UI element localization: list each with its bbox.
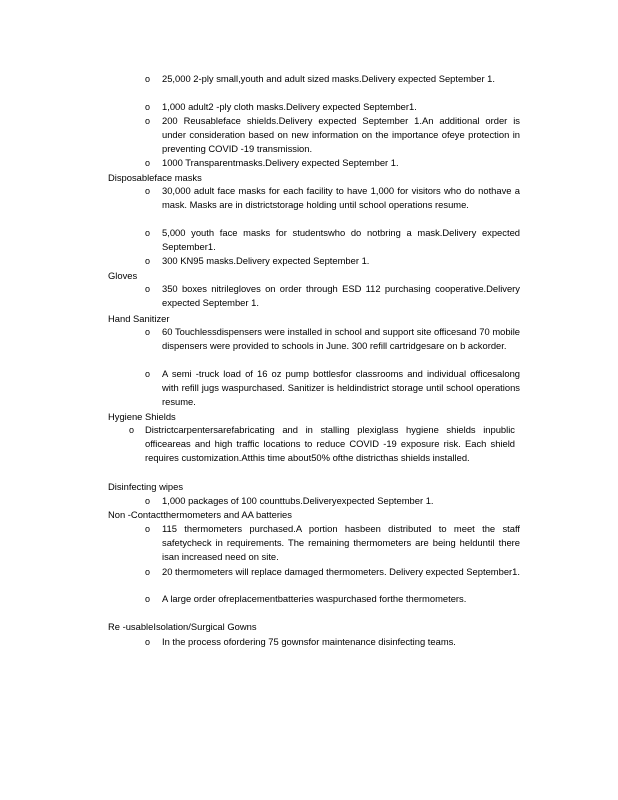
list-item <box>145 254 520 268</box>
item-text: 1,000 packages of 100 counttubs.Deliveryexpected September 1. <box>162 495 434 506</box>
item-text: 60 Touchlessdispensers were installed in school and support site officesand 70 mobile dispensers were provided to schools in June. 300 refill cartridgesare on b ackorder. <box>162 326 520 351</box>
item-text: 300 KN95 masks.Delivery expected September 1. <box>162 255 370 266</box>
section-title: Hand Sanitizer <box>108 313 170 324</box>
bullet: o <box>129 425 135 435</box>
item-text: 30,000 adult face masks for each facility to have 1,000 for visitors who do nothave a mask. Masks are in districtstorage holding until school operations resume. <box>162 185 520 210</box>
item-text: 200 Reusableface shields.Delivery expected September 1.An additional order is under consideration based on new information on the importance ofeye protection in preventing COVID -19 transmission. <box>162 115 520 154</box>
section-heading <box>108 411 176 423</box>
bullet: o <box>145 228 151 238</box>
section-title: Hygiene Shields <box>108 411 176 422</box>
section-heading <box>108 621 257 633</box>
bullet: o <box>145 594 151 604</box>
bullet: o <box>145 284 151 294</box>
bullet: o <box>145 327 151 337</box>
list-item <box>145 156 520 170</box>
bullet: o <box>145 567 151 577</box>
list-item <box>145 592 520 606</box>
list-item <box>145 226 520 254</box>
item-text: 5,000 youth face masks for studentswho do notbring a mask.Delivery expected September1. <box>162 227 520 252</box>
list-item <box>129 423 515 465</box>
section-heading <box>108 270 137 282</box>
list-item <box>145 325 520 353</box>
list-item <box>145 100 520 114</box>
list-item <box>145 522 520 564</box>
section-title: Disposableface masks <box>108 172 202 183</box>
list-item <box>145 72 520 86</box>
item-text: 1000 Transparentmasks.Delivery expected September 1. <box>162 157 399 168</box>
bullet: o <box>145 74 151 84</box>
item-text: 25,000 2-ply small,youth and adult sized masks.Delivery expected September 1. <box>162 73 495 84</box>
list-item <box>145 367 520 409</box>
list-item <box>145 184 520 212</box>
item-text: 115 thermometers purchased.A portion hasbeen distributed to meet the staff safetycheck in requirements. The remaining thermometers are being helduntil there isan increased need on site. <box>162 523 520 562</box>
section-heading <box>108 509 292 521</box>
bullet: o <box>145 256 151 266</box>
section-heading <box>108 313 170 325</box>
section-heading <box>108 172 202 184</box>
list-item <box>145 494 520 508</box>
item-text: 1,000 adult2 -ply cloth masks.Delivery expected September1. <box>162 101 417 112</box>
bullet: o <box>145 496 151 506</box>
list-item <box>145 114 520 156</box>
section-title: Re -usableIsolation/Surgical Gowns <box>108 621 257 632</box>
bullet: o <box>145 116 151 126</box>
item-text: 350 boxes nitrilegloves on order through ESD 112 purchasing cooperative.Delivery expected September 1. <box>162 283 520 308</box>
section-title: Non -Contactthermometers and AA batteries <box>108 509 292 520</box>
section-title: Disinfecting wipes <box>108 481 184 492</box>
list-item <box>145 635 520 649</box>
item-text: 20 thermometers will replace damaged thermometers. Delivery expected September1. <box>162 566 520 577</box>
list-item <box>145 282 520 310</box>
section-heading <box>108 481 183 493</box>
list-item <box>145 565 520 579</box>
bullet: o <box>145 637 151 647</box>
bullet: o <box>145 524 151 534</box>
item-text: Districtcarpentersarefabricating and in stalling plexiglass hygiene shields inpublic officeareas and high traffic locations to reduce COVID -19 exposure risk. Each shield requires customization.Atthis time about50% ofthe districthas shields installed. <box>145 424 515 463</box>
item-text: A semi -truck load of 16 oz pump bottlesfor classrooms and individual officesalong with refill jugs waspurchased. Sanitizer is heldindistrict storage until school operations resume. <box>162 368 520 407</box>
item-text: In the process ofordering 75 gownsfor maintenance disinfecting teams. <box>162 636 456 647</box>
bullet: o <box>145 102 151 112</box>
bullet: o <box>145 158 151 168</box>
bullet: o <box>145 369 151 379</box>
item-text: A large order ofreplacementbatteries waspurchased forthe thermometers. <box>162 593 467 604</box>
section-title: Gloves <box>108 270 138 281</box>
bullet: o <box>145 186 151 196</box>
